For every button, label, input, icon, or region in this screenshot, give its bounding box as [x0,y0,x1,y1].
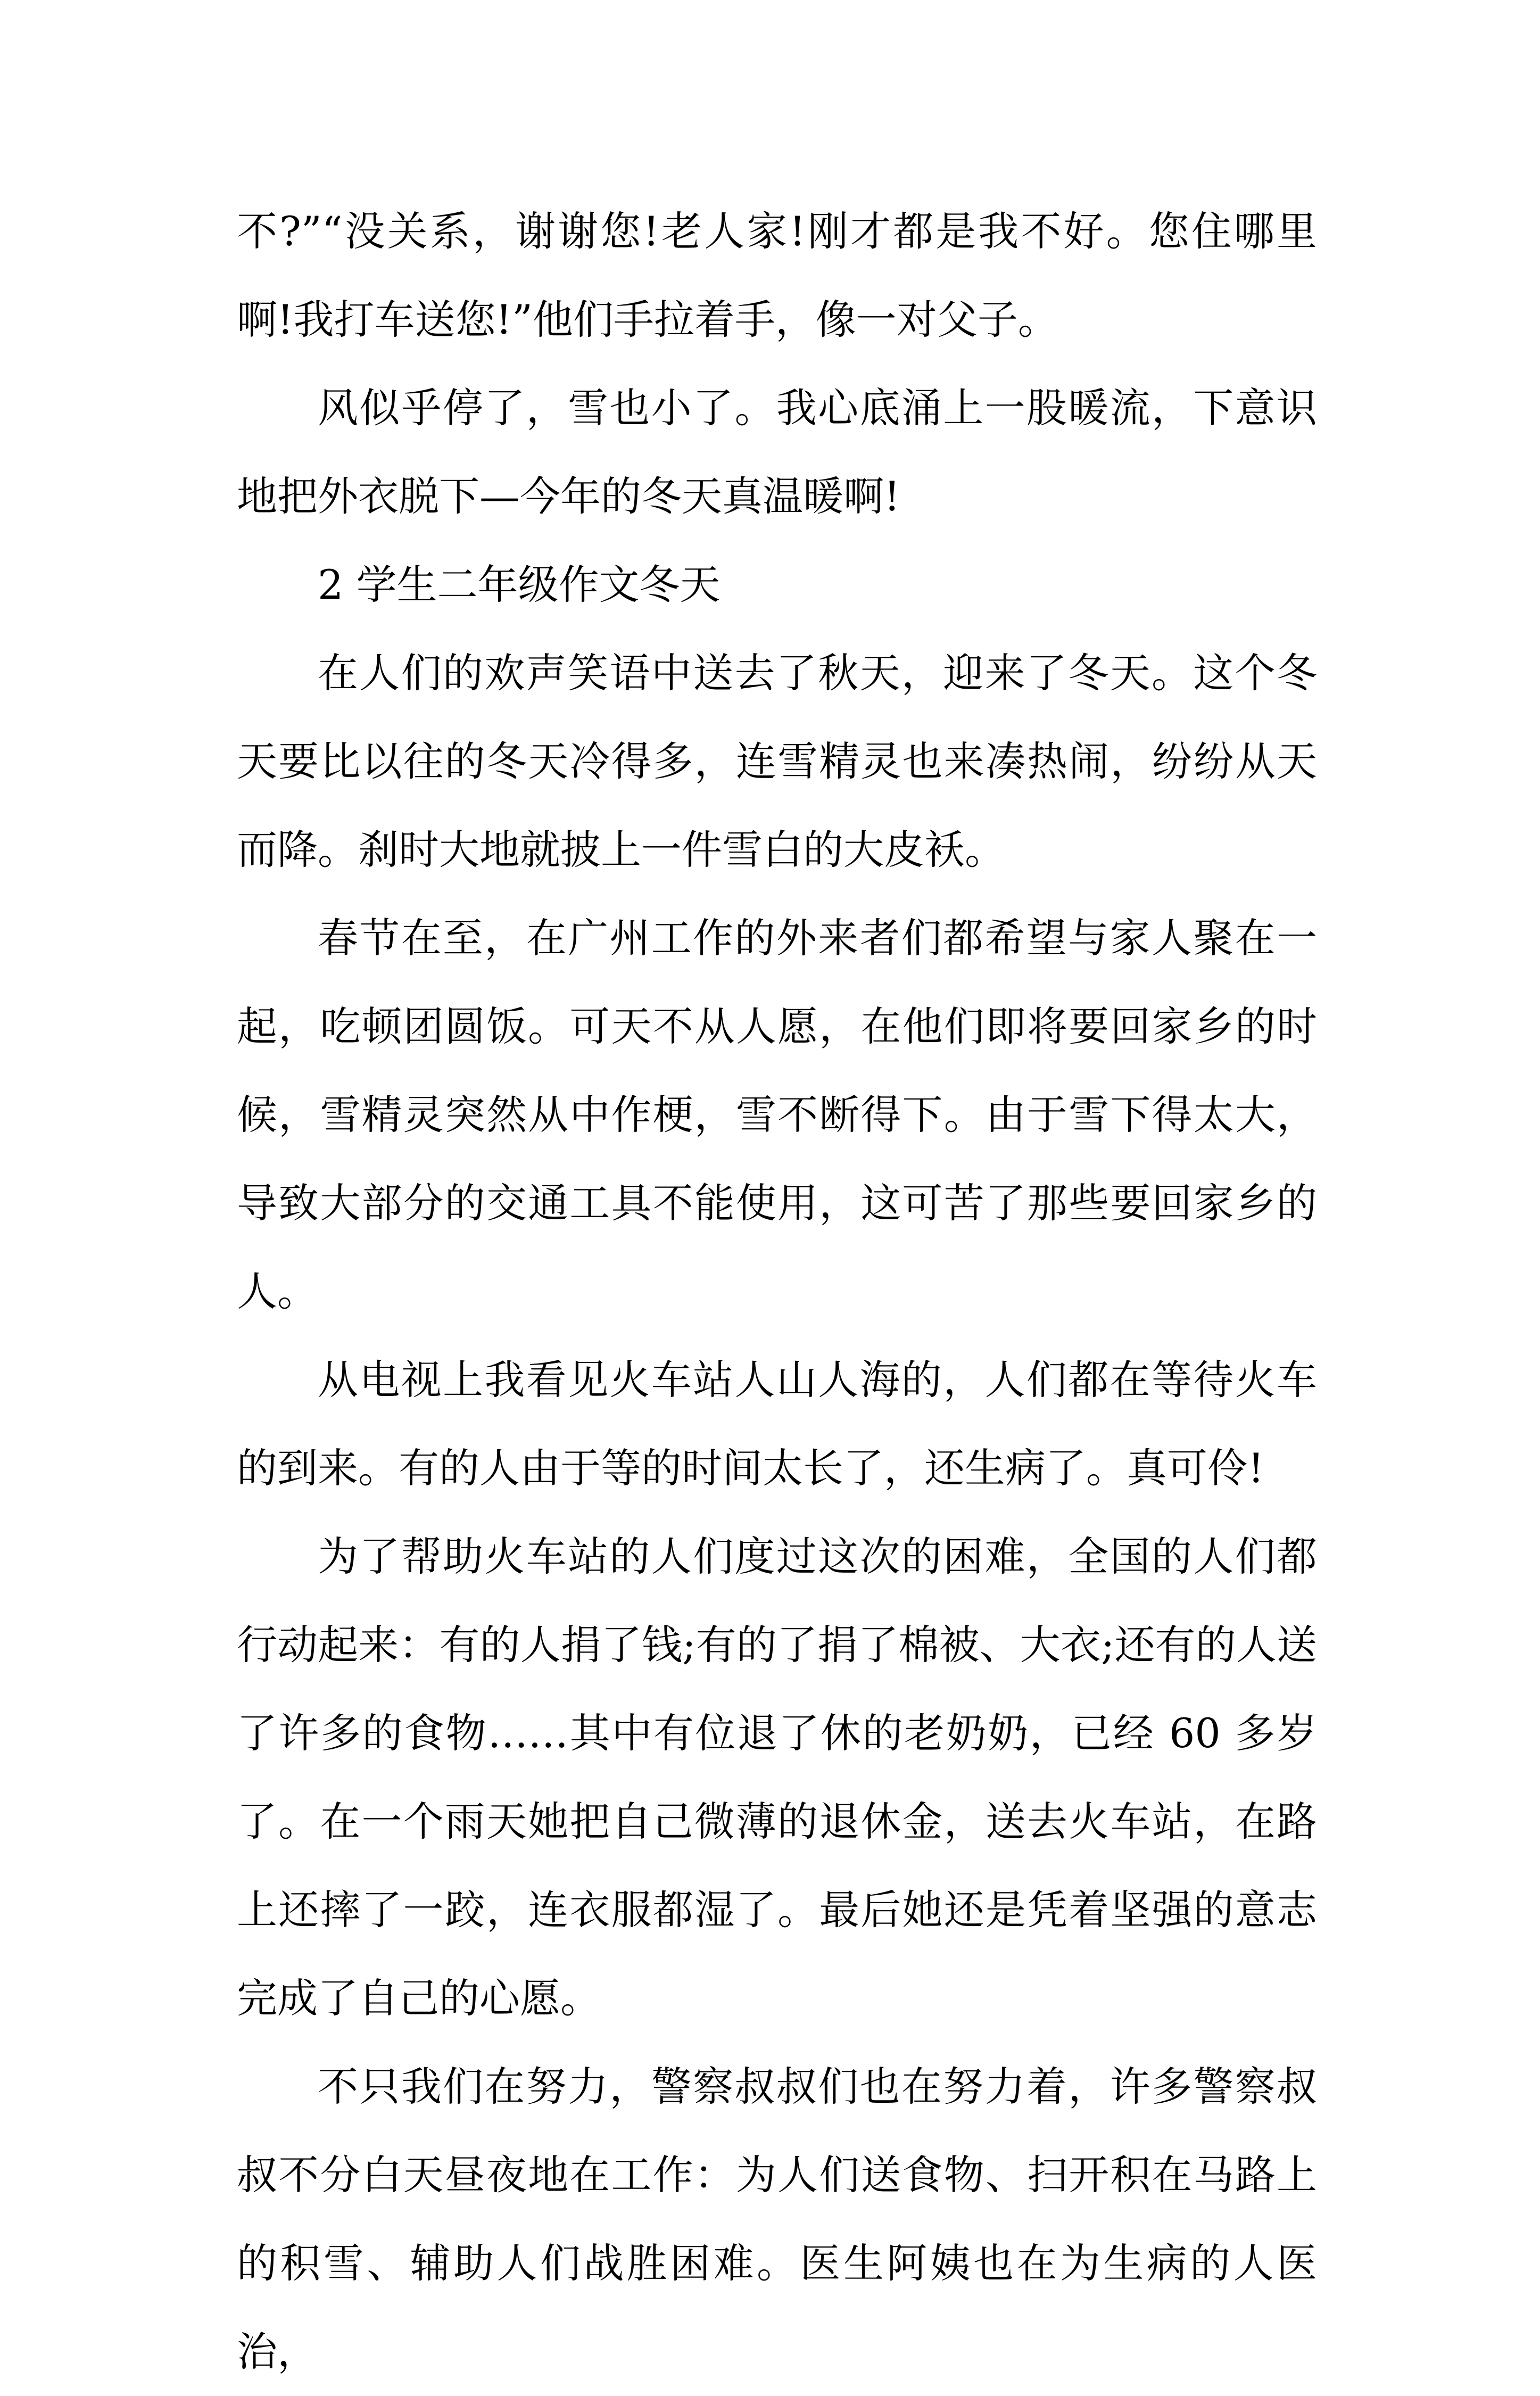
essay-title: 2 学生二年级作文冬天 [318,561,721,608]
paragraph-winter-arrives: 在人们的欢声笑语中送去了秋天，迎来了冬天。这个冬天要比以往的冬天冷得多，连雪精灵也来凑热闹，纷纷从天而降。刹时大地就披上一件雪白的大皮袄。 [237,649,1317,873]
paragraph-train-station: 从电视上我看见火车站人山人海的，人们都在等待火车的到来。有的人由于等的时间太长了，还生病了。真可伶! [237,1356,1317,1492]
paragraph-spring-festival: 春节在至，在广州工作的外来者们都希望与家人聚在一起，吃顿团圆饭。可天不从人愿，在他们即将要回家乡的时候，雪精灵突然从中作梗，雪不断得下。由于雪下得太大，导致大部分的交通工具不能使用，这可苦了那些要回家乡的人。 [237,914,1317,1315]
document-body [237,187,1317,2396]
paragraph-help-nationwide: 为了帮助火车站的人们度过这次的困难，全国的人们都行动起来：有的人捐了钱;有的了捐了棉被、大衣;还有的人送了许多的食物……其中有位退了休的老奶奶，已经 60 多岁了。在一个雨天她把自己微薄的退休金，送去火车站，在路上还摔了一跤，连衣服都湿了。最后她还是凭着坚强的意志完成了自己的心愿。 [237,1533,1317,2022]
paragraph-police-doctors: 不只我们在努力，警察叔叔们也在努力着，许多警察叔叔不分白天昼夜地在工作：为人们送食物、扫开积在马路上的积雪、辅助人们战胜困难。医生阿姨也在为生病的人医治， [237,2063,1317,2375]
paragraph-warm-winter: 风似乎停了，雪也小了。我心底涌上一股暖流，下意识地把外衣脱下—今年的冬天真温暖啊! [237,384,1317,520]
paragraph-dialogue-continuation: 不?”“没关系，谢谢您!老人家!刚才都是我不好。您住哪里啊!我打车送您!”他们手拉着手，像一对父子。 [237,208,1317,343]
